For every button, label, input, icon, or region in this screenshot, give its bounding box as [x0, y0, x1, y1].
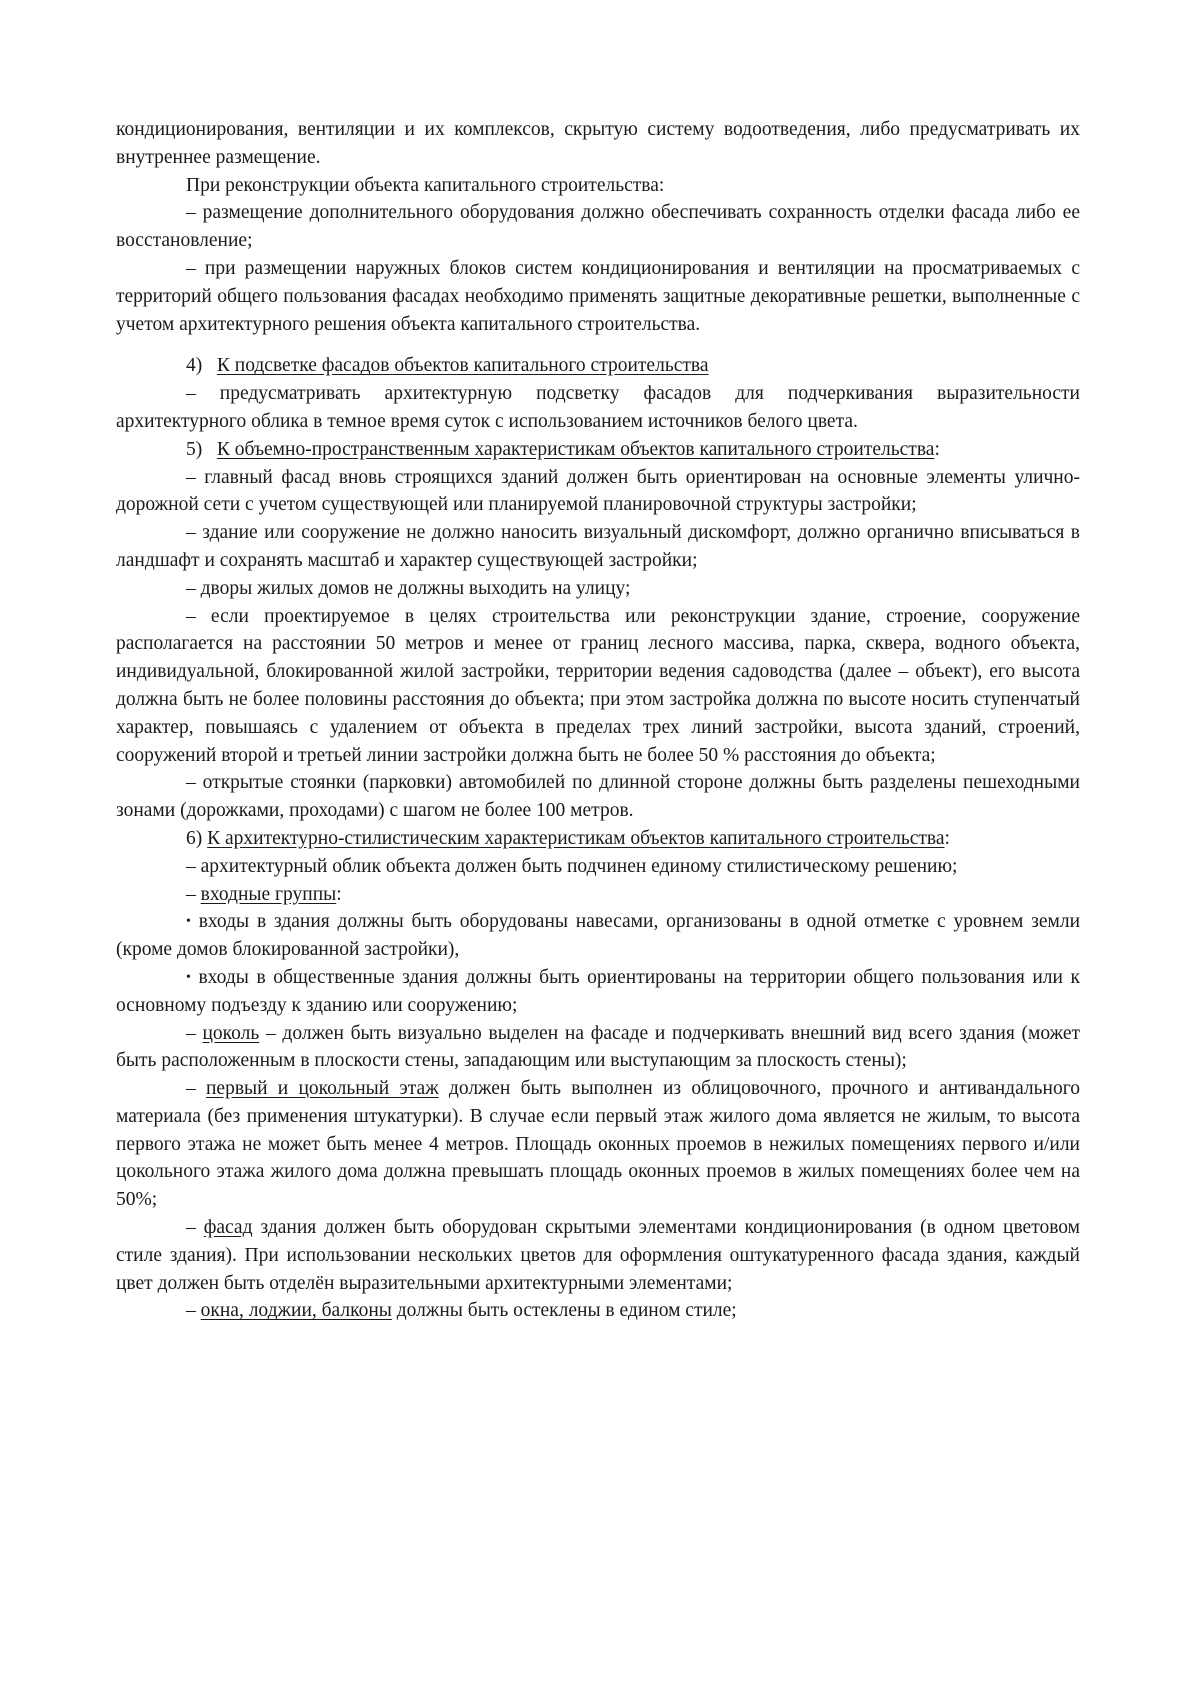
dash: – [186, 1300, 201, 1322]
section-colon: : [944, 827, 950, 849]
list-item: – здание или сооружение не должно наносить визуальный дискомфорт, должно органично вписываться в ландшафт и сохранять масштаб и характер существующей застройки; [116, 522, 1080, 571]
dash: – [186, 1022, 203, 1044]
document-body [116, 116, 1080, 1325]
list-item: – при размещении наружных блоков систем кондиционирования и вентиляции на просматриваемых с территорий общего пользования фасадах необходимо применять защитные декоративные решетки, выполненные с учетом архитектурного решения объекта капитального строительства. [116, 257, 1080, 335]
term-plinth: цоколь [202, 1022, 260, 1044]
dash: – [186, 1078, 206, 1100]
section-title: К подсветке фасадов объектов капитального строительства [216, 355, 709, 377]
list-item [116, 1075, 1080, 1214]
list-item: – архитектурный облик объекта должен быть подчинен единому стилистическому решению; [186, 855, 958, 877]
bullet-icon: • [186, 969, 191, 985]
section-number: 6) [186, 827, 203, 849]
list-item: – если проектируемое в целях строительства или реконструкции здание, строение, сооружение располагается на расстоянии 50 метров и менее от границ лесного массива, парка, сквера, водного объекта, индивидуальной, блокированной жилой застройки, территории ведения садоводства (далее – объект), его высота должна быть не более половины расстояния до объекта; при этом застройка должна по высоте носить ступенчатый характер, повышаясь с удалением от объекта в пределах трех линий застройки, высота зданий, строений, сооружений второй и третьей линии застройки должна быть не более 50 % расстояния до объекта; [116, 605, 1080, 766]
list-item [116, 1020, 1080, 1076]
bullet-item [116, 908, 1080, 964]
section-heading-6 [116, 825, 1080, 853]
section-number: 4) [186, 355, 203, 377]
dash: – [186, 1217, 204, 1239]
list-item [116, 1214, 1080, 1297]
term-windows: окна, лоджии, балконы [200, 1300, 392, 1322]
list-item: – главный фасад вновь строящихся зданий должен быть ориентирован на основные элементы улично-дорожной сети с учетом существующей или планируемой планировочной структуры застройки; [116, 466, 1080, 516]
paragraph: При реконструкции объекта капитального строительства: [186, 174, 665, 196]
section-number: 5) [186, 438, 203, 460]
list-item: – открытые стоянки (парковки) автомобилей по длинной стороне должны быть разделены пешеходными зонами (дорожками, проходами) с шагом не более 100 метров. [116, 772, 1080, 822]
text: входы в здания должны быть оборудованы навесами, организованы в одной отметке с уровнем земли (кроме домов блокированной застройки), [116, 911, 1080, 961]
list-item: – предусматривать архитектурную подсветку фасадов для подчеркивания выразительности архитектурного облика в темное время суток с использованием источников белого цвета. [116, 383, 1080, 432]
bullet-icon: • [186, 914, 191, 930]
section-heading-4 [116, 352, 1080, 380]
term-first-floor: первый и цокольный этаж [205, 1078, 439, 1100]
list-item [116, 1297, 1080, 1325]
section-title: К архитектурно-стилистическим характеристикам объектов капитального строительства [207, 827, 945, 849]
text: – должен быть визуально выделен на фасаде и подчеркивать внешний вид всего здания (может быть расположенным в плоскости стены, западающим или выступающим за плоскость стены); [116, 1022, 1081, 1072]
text: : [336, 883, 342, 905]
bullet-item [116, 964, 1080, 1020]
term-facade: фасад [203, 1217, 253, 1239]
section-colon: : [934, 438, 940, 460]
list-item: – дворы жилых домов не должны выходить на улицу; [186, 577, 631, 599]
section-title: К объемно-пространственным характеристикам объектов капитального строительства [216, 438, 935, 460]
text: должны быть остеклены в едином стиле; [391, 1300, 737, 1322]
dash: – [186, 883, 201, 905]
term-entrance-groups: входные группы [200, 883, 337, 905]
paragraph: кондиционирования, вентиляции и их комплексов, скрытую систему водоотведения, либо предусматривать их внутреннее размещение. [116, 119, 1080, 168]
text: должен быть выполнен из облицовочного, прочного и антивандального материала (без применения штукатурки). В случае если первый этаж жилого дома является не жилым, то высота первого этажа не может быть менее 4 метров. Площадь оконных проемов в нежилых помещениях первого и/или цокольного этажа жилого дома должна превышать площадь оконных проемов в жилых помещениях более чем на 50%; [116, 1078, 1080, 1211]
text: здания должен быть оборудован скрытыми элементами кондиционирования (в одном цветовом стиле здания). При использовании нескольких цветов для оформления оштукатуренного фасада здания, каждый цвет должен быть отделён выразительными архитектурными элементами; [116, 1217, 1081, 1294]
list-item: – размещение дополнительного оборудования должно обеспечивать сохранность отделки фасада либо ее восстановление; [116, 202, 1080, 252]
list-item [116, 881, 1080, 909]
section-heading-5 [116, 436, 1080, 464]
text: входы в общественные здания должны быть ориентированы на территории общего пользования или к основному подъезду к зданию или сооружению; [116, 966, 1081, 1016]
